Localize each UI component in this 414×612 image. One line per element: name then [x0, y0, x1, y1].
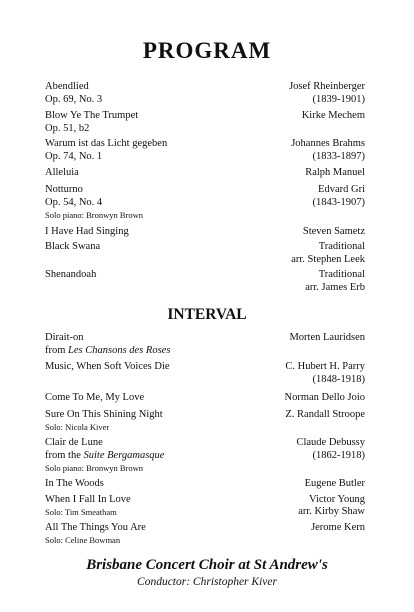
composer-dates: (1833-1897)	[312, 151, 365, 162]
program-item	[45, 166, 365, 179]
piece-title: Dirait-on	[45, 332, 84, 343]
composer: Jerome Kern	[311, 522, 365, 533]
arranger: arr. Stephen Leek	[291, 254, 365, 265]
piece-title: Come To Me, My Love	[45, 392, 145, 403]
piece-title: I Have Had Singing	[45, 226, 129, 237]
composer: Norman Dello Joio	[284, 392, 365, 403]
opus: Op. 51, b2	[45, 123, 90, 134]
composer: Traditional	[318, 269, 365, 280]
opus: Op. 74, No. 1	[45, 151, 103, 162]
composer: Johannes Brahms	[291, 138, 365, 149]
piece-title: Black Swana	[45, 241, 101, 252]
source-prefix: from the	[45, 450, 84, 461]
soloist: Solo: Celine Bowman	[45, 535, 121, 545]
program-item	[45, 493, 365, 518]
soloist: Solo piano: Bronwyn Brown	[45, 210, 143, 220]
program-item	[45, 436, 365, 474]
composer: C. Hubert H. Parry	[285, 361, 365, 372]
piece-title: In The Woods	[45, 478, 104, 489]
program-item	[45, 80, 365, 106]
program-item	[45, 183, 365, 221]
source-work: Les Chansons des Roses	[68, 345, 171, 356]
program-item	[45, 109, 365, 135]
composer: Z. Randall Stroope	[285, 409, 365, 420]
piece-title: Sure On This Shining Night	[45, 409, 163, 420]
program-item	[45, 137, 365, 163]
soloist: Solo: Nicola Kiver	[45, 422, 110, 432]
page-title: PROGRAM	[142, 38, 272, 63]
soloist: Solo: Tim Smeatham	[45, 507, 117, 517]
piece-title: All The Things You Are	[45, 522, 146, 533]
arranger: arr. Kirby Shaw	[298, 506, 365, 517]
piece-title: Abendlied	[45, 81, 89, 92]
piece-title: Alleluia	[45, 167, 79, 178]
program-item	[45, 268, 365, 294]
composer-dates: (1862-1918)	[312, 450, 365, 461]
source-prefix: from	[45, 345, 69, 356]
composer: Josef Rheinberger	[289, 81, 365, 92]
program-item	[45, 360, 365, 386]
program-item	[45, 408, 365, 433]
piece-title: Notturno	[45, 184, 83, 195]
composer: Morten Lauridsen	[289, 332, 365, 343]
program-item	[45, 225, 365, 238]
program-item	[45, 477, 365, 490]
composer: Claude Debussy	[296, 437, 365, 448]
soloist: Solo piano: Bronwyn Brown	[45, 463, 143, 473]
piece-title: Music, When Soft Voices Die	[45, 361, 170, 372]
choir-name: Brisbane Concert Choir at St Andrew's	[86, 557, 328, 573]
source-work: Suite Bergamasque	[83, 450, 165, 461]
piece-title: Shenandoah	[45, 269, 97, 280]
interval-heading: INTERVAL	[167, 306, 247, 323]
composer-dates: (1843-1907)	[312, 197, 365, 208]
composer: Victor Young	[309, 494, 365, 505]
composer: Edvard Gri	[318, 184, 365, 195]
composer-dates: (1839-1901)	[312, 94, 365, 105]
program-item	[45, 521, 365, 546]
piece-title: Blow Ye The Trumpet	[45, 110, 139, 121]
conductor-line: Conductor: Christopher Kiver	[137, 576, 277, 588]
program-item	[45, 391, 365, 404]
composer: Steven Sametz	[302, 226, 365, 237]
opus: Op. 54, No. 4	[45, 197, 103, 208]
composer: Kirke Mechem	[301, 110, 365, 121]
program-item	[45, 331, 365, 357]
composer: Traditional	[318, 241, 365, 252]
arranger: arr. James Erb	[305, 282, 365, 293]
piece-title: Warum ist das Licht gegeben	[45, 138, 168, 149]
composer: Eugene Butler	[304, 478, 365, 489]
program-item	[45, 240, 365, 266]
composer: Ralph Manuel	[305, 167, 365, 178]
piece-title: When I Fall In Love	[45, 494, 131, 505]
composer-dates: (1848-1918)	[312, 374, 365, 385]
piece-title: Clair de Lune	[45, 437, 103, 448]
opus: Op. 69, No. 3	[45, 94, 103, 105]
